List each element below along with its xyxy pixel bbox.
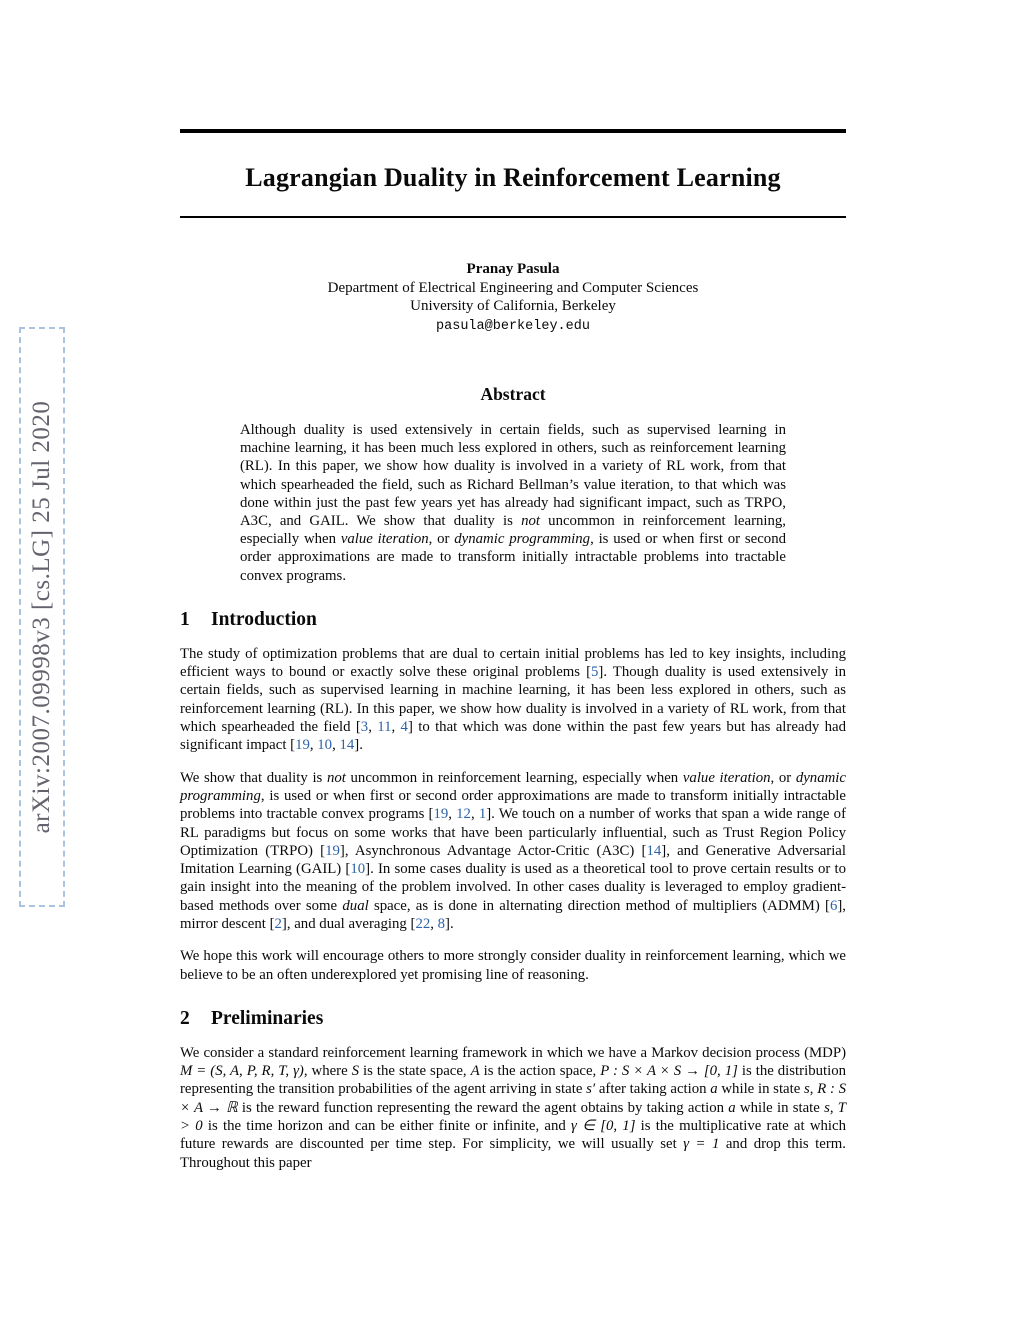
text-segment: We hope this work will encourage others to more strongly consider duality in reinforcement learning, which we believe to be an often underexplored yet promising line of reasoning.	[180, 948, 846, 983]
text-segment: , or	[770, 769, 796, 786]
text-segment: s	[804, 1081, 810, 1098]
section-title: Introduction	[211, 608, 317, 630]
text-segment: ], and Generative Adversarial Imitation Learning (GAIL) [	[180, 842, 846, 878]
text-segment: S	[351, 1063, 360, 1080]
citation-link[interactable]: 8	[437, 915, 446, 932]
text-segment: is the distribution representing the transition probabilities of the agent arriving in state	[180, 1063, 847, 1098]
citation-link[interactable]: 10	[350, 861, 366, 878]
text-segment: ], Asynchronous Advantage Actor-Critic (A3C) [	[339, 842, 647, 859]
text-segment: space, as is done in alternating direction method of multipliers (ADMM) [	[368, 897, 830, 914]
section-title: Preliminaries	[211, 1007, 324, 1029]
citation-link[interactable]: 14	[646, 842, 662, 859]
text-segment: R : S × A → ℝ	[180, 1081, 846, 1116]
text-segment: , where	[303, 1063, 352, 1080]
text-segment: ]. Though duality is used extensively in certain fields, such as supervised learning in machine learning, it has been less explored in others, such as reinforcement learning (RL). In this paper, we show how duality is involved in a variety of RL work, from that which spearheaded the field [	[180, 664, 846, 736]
text-segment: is the state space,	[359, 1063, 471, 1080]
section-number: 2	[180, 1007, 190, 1029]
text-segment: and drop this term. Throughout this paper	[180, 1136, 846, 1171]
citation-link[interactable]: 1	[478, 806, 487, 823]
paragraph	[180, 645, 846, 755]
text-segment: T > 0	[180, 1099, 846, 1135]
text-segment: is the time horizon and can be either finite or infinite, and	[202, 1118, 572, 1135]
text-segment: M = (S, A, P, R, T, γ)	[180, 1063, 304, 1080]
text-segment: ,	[332, 737, 340, 754]
text-segment: uncommon in reinforcement learning, especially when	[240, 513, 786, 548]
citation-link[interactable]: 6	[829, 897, 838, 914]
text-segment: value iteration	[682, 769, 771, 786]
citation-link[interactable]: 14	[339, 737, 355, 754]
text-segment: a	[728, 1099, 736, 1116]
text-segment: ,	[470, 806, 479, 823]
citation-link[interactable]: 12	[456, 806, 471, 823]
citation-link[interactable]: 3	[360, 719, 369, 736]
section-heading-preliminaries	[180, 1008, 846, 1030]
text-segment: ,	[430, 915, 438, 932]
paragraph	[180, 769, 846, 934]
page-title: Lagrangian Duality in Reinforcement Learning	[245, 163, 781, 192]
text-segment: not	[326, 769, 346, 786]
text-segment: P : S × A × S → [0, 1]	[600, 1063, 738, 1080]
citation-link[interactable]: 19	[325, 842, 340, 859]
text-segment: ].	[445, 915, 454, 932]
text-segment: Although duality is used extensively in certain fields, such as supervised learning in machine learning, it has been much less explored in others, such as reinforcement learning (RL). In this paper, we show how duality is involved in a variety of RL work, from that which spearheaded the field, such as Richard Bellman’s value iteration, to that which was done within just the past few years yet has already had significant impact, such as TRPO, A3C, and GAIL. We show that duality is	[240, 422, 786, 530]
text-segment: γ ∈ [0, 1]	[571, 1118, 636, 1135]
abstract-text	[240, 421, 786, 585]
citation-link[interactable]: 10	[317, 737, 333, 754]
text-segment: after taking action	[595, 1081, 711, 1098]
text-segment: value iteration	[340, 531, 429, 548]
text-segment: s′	[586, 1081, 596, 1098]
paragraph	[180, 1044, 846, 1172]
text-segment: ], mirror descent [	[180, 897, 846, 932]
text-segment: ,	[448, 806, 457, 823]
text-segment: s	[824, 1099, 830, 1116]
text-segment: uncommon in reinforcement learning, especially when	[345, 769, 683, 786]
paragraph	[180, 947, 846, 984]
text-segment: dynamic programming	[180, 769, 846, 804]
text-segment: A	[470, 1063, 480, 1080]
text-segment: We consider a standard reinforcement learning framework in which we have a Markov decision process (MDP)	[180, 1044, 846, 1061]
text-segment: ,	[391, 719, 401, 736]
text-segment: ,	[309, 737, 318, 754]
author-email: pasula@berkeley.edu	[436, 318, 590, 334]
text-segment: is the reward function representing the reward the agent obtains by taking action	[237, 1099, 729, 1116]
text-segment: dual	[342, 897, 369, 914]
text-segment: The study of optimization problems that are dual to certain initial problems has led to key insights, including efficient ways to bound or exactly solve these original problems [	[180, 645, 846, 681]
abstract-heading: Abstract	[480, 384, 546, 404]
text-segment: ] to that which was done within the past few years but has already had significant impact [	[180, 719, 846, 754]
title-rule	[180, 216, 846, 218]
arxiv-stamp-text: arXiv:2007.09998v3 [cs.LG] 25 Jul 2020	[28, 400, 55, 834]
text-segment: ,	[829, 1099, 838, 1116]
text-segment: ,	[809, 1081, 818, 1098]
citation-link[interactable]: 22	[415, 915, 431, 932]
text-segment: ].	[354, 737, 363, 754]
citation-link[interactable]: 11	[377, 719, 392, 736]
author-department: Department of Electrical Engineering and Computer Sciences	[327, 279, 699, 296]
text-segment: , is used or when first or second order approximations are made to transform initially intractable problems into tractable convex programs.	[240, 531, 786, 584]
text-segment: while in state	[717, 1081, 805, 1098]
text-segment: , or	[428, 531, 455, 548]
text-segment: is the multiplicative rate at which future rewards are discounted per time step. For simplicity, we will usually set	[180, 1118, 846, 1153]
citation-link[interactable]: 19	[433, 806, 449, 823]
top-rule	[180, 129, 846, 133]
text-segment: a	[710, 1081, 718, 1098]
text-segment: not	[521, 513, 540, 530]
section-number: 1	[180, 608, 190, 630]
text-segment: ], and dual averaging [	[281, 915, 416, 932]
section-heading-introduction	[180, 609, 846, 631]
text-segment: ]. In some cases duality is used as a theoretical tool to prove certain results or to gain insight into the meaning of the problem involved. In other cases duality is leveraged to employ gradient-based methods over some	[180, 861, 847, 914]
citation-link[interactable]: 2	[274, 915, 282, 932]
citation-link[interactable]: 5	[591, 664, 599, 681]
text-segment: is the action space,	[479, 1063, 601, 1080]
text-segment: , is used or when first or second order approximations are made to transform initially intractable problems into tractable convex programs [	[180, 787, 846, 823]
author-block	[180, 260, 846, 336]
citation-link[interactable]: 19	[295, 737, 310, 754]
arxiv-stamp	[19, 327, 65, 907]
text-segment: We show that duality is	[180, 769, 327, 786]
author-university: University of California, Berkeley	[410, 298, 616, 314]
text-segment: γ = 1	[683, 1136, 720, 1153]
citation-link[interactable]: 4	[400, 719, 408, 736]
author-name: Pranay Pasula	[466, 261, 560, 277]
text-segment: dynamic programming	[454, 531, 591, 548]
text-segment: while in state	[735, 1099, 825, 1116]
text-segment: ,	[368, 719, 378, 736]
text-segment: ]. We touch on a number of works that span a wide range of RL paradigms but focus on some works that have been particularly influential, such as Trust Region Policy Optimization (TRPO) [	[180, 806, 847, 859]
paper-content	[180, 0, 846, 1172]
